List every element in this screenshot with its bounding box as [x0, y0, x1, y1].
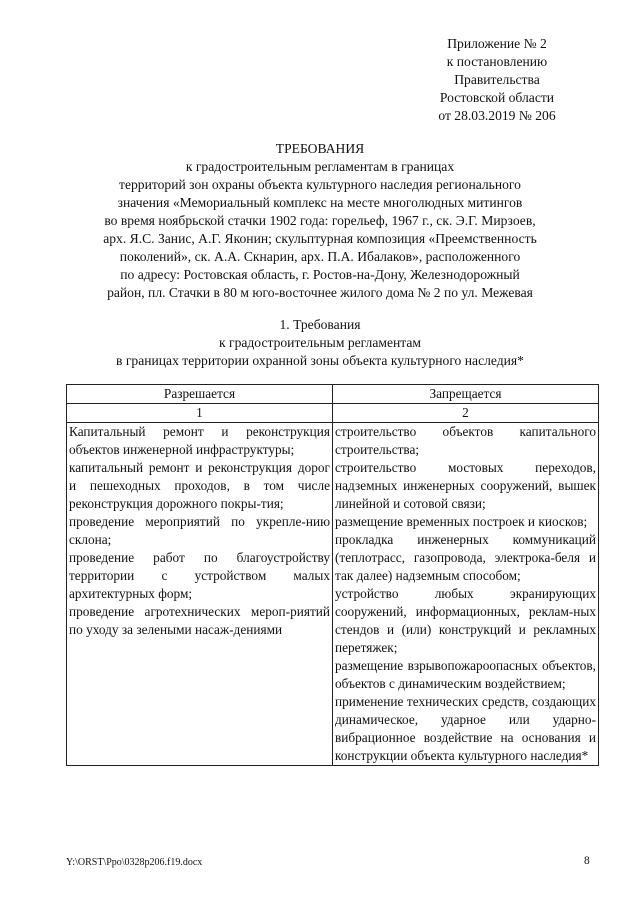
list-item: строительство объектов капитального строительства;	[335, 424, 596, 457]
section-line: к градостроительным регламентам	[218, 335, 422, 350]
allowed-cell	[67, 423, 333, 766]
list-item: Капитальный ремонт и реконструкция объектов инженерной инфраструктуры;	[69, 424, 330, 457]
section-line: в границах территории охранной зоны объекта культурного наследия*	[116, 353, 524, 368]
appendix-line: Правительства	[454, 72, 540, 87]
header-forbidden: Запрещается	[333, 385, 599, 404]
title-line: территорий зон охраны объекта культурного наследия регионального	[119, 177, 521, 192]
title-line: арх. Я.С. Занис, А.Г. Яконин; скульптурная композиция «Преемственность	[103, 231, 537, 246]
document-title	[40, 140, 600, 302]
column-number: 1	[67, 404, 333, 423]
list-item: проведение работ по благоустройству территории с устройством малых архитектурных форм;	[69, 550, 330, 601]
list-item: проведение агротехнических мероп-риятий по уходу за зелеными насаж-дениями	[69, 604, 330, 637]
list-item: проведение мероприятий по укрепле-нию склона;	[69, 514, 330, 547]
list-item: капитальный ремонт и реконструкция дорог и пешеходных проходов, в том числе реконструкция дорожного покры-тия;	[69, 460, 330, 511]
table-row	[67, 423, 599, 766]
table-number-row	[67, 404, 599, 423]
appendix-line: от 28.03.2019 № 206	[438, 108, 556, 123]
title-line: значения «Мемориальный комплекс на месте многолюдных митингов	[117, 195, 523, 210]
appendix-line: Ростовской области	[439, 90, 555, 105]
section-line: 1. Требования	[279, 317, 361, 332]
list-item: применение технических средств, создающих динамическое, ударное или ударно-вибрационное воздействие на основания и конструкции объекта культурного наследия*	[335, 694, 596, 763]
requirements-table	[66, 384, 599, 766]
column-number: 2	[333, 404, 599, 423]
list-item: размещение взрывопожароопасных объектов, объектов с динамическим воздействием;	[335, 658, 596, 691]
title-line: во время ноябрьской стачки 1902 года: горельеф, 1967 г., ск. Э.Г. Мирзоев,	[104, 213, 536, 228]
header-allowed: Разрешается	[67, 385, 333, 404]
title-line: по адресу: Ростовская область, г. Ростов-на-Дону, Железнодорожный	[120, 267, 520, 282]
title-line: район, пл. Стачки в 80 м юго-восточнее жилого дома № 2 по ул. Межевая	[107, 285, 533, 300]
appendix-block	[402, 35, 592, 125]
file-path: Y:\ORST\Ppo\0328p206.f19.docx	[66, 857, 203, 868]
page-number: 8	[584, 855, 590, 867]
list-item: строительство мостовых переходов, надземных инженерных сооружений, вышек линейной и сотовой связи;	[335, 460, 596, 511]
list-item: прокладка инженерных коммуникаций (теплотрасс, газопровода, электрока-беля и так далее) надземным способом;	[335, 532, 596, 583]
list-item: размещение временных построек и киосков;	[335, 514, 588, 529]
table-header-row	[67, 385, 599, 404]
title-line: к градостроительным регламентам в границах	[185, 159, 455, 174]
title-heading: ТРЕБОВАНИЯ	[275, 141, 365, 156]
forbidden-cell	[333, 423, 599, 766]
appendix-line: к постановлению	[446, 54, 548, 69]
appendix-line: Приложение № 2	[447, 36, 547, 51]
title-line: поколений», ск. А.А. Скнарин, арх. П.А. Ибалаков», расположенного	[119, 249, 521, 264]
section-title	[40, 316, 600, 370]
list-item: устройство любых экранирующих сооружений, информационных, реклам-ных стендов и (или) конструкций и рекламных перетяжек;	[335, 586, 596, 655]
